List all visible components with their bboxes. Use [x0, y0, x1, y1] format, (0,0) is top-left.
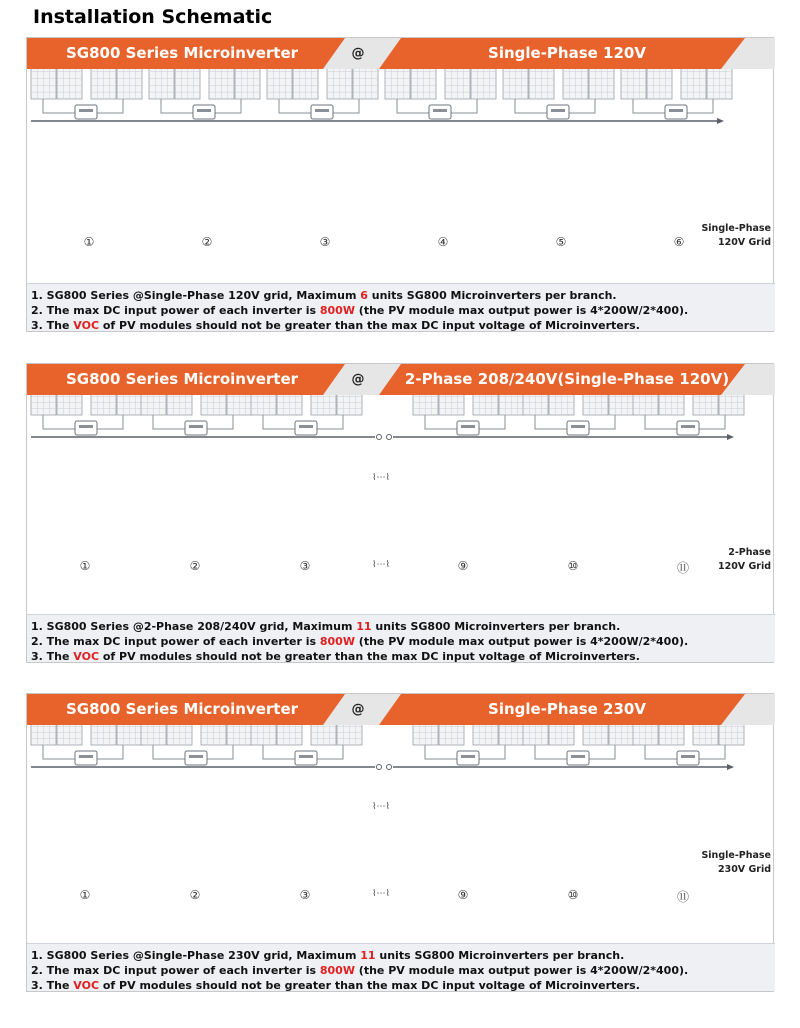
note-2: 2. The max DC input power of each inverter is 800W (the PV module max output power is 4*200W/2*400). [31, 964, 689, 977]
dc-lead [43, 415, 79, 429]
grid-label-line1: 2-Phase [728, 547, 771, 558]
solar-panel [141, 395, 166, 415]
solar-panel [693, 395, 718, 415]
solar-panel [227, 395, 252, 415]
solar-panel [167, 725, 192, 745]
unit-number-9: ⑨ [457, 888, 469, 902]
unit-number-4: ④ [437, 235, 449, 249]
note-2: 2. The max DC input power of each inverter is 800W (the PV module max output power is 4*200W/2*400). [31, 304, 689, 317]
solar-panel [529, 69, 554, 99]
unit-number-9: ⑨ [457, 559, 469, 573]
unit-number-5: ⑤ [555, 235, 567, 249]
grid-arrow [727, 764, 734, 770]
notes-box [27, 614, 775, 662]
dc-lead [43, 99, 79, 113]
microinverter-label-strip [571, 755, 585, 758]
microinverter-label-strip [681, 425, 695, 428]
solar-panel [439, 725, 464, 745]
dc-lead [153, 745, 189, 759]
microinverter-label-strip [571, 425, 585, 428]
ellipsis-top: ⌇⋯⌇ [372, 802, 390, 812]
unit-number-10: ⑩ [567, 888, 579, 902]
panel-array-drawing [27, 725, 775, 945]
header-at-symbol: @ [351, 702, 365, 717]
solar-panel [633, 725, 658, 745]
wiring-diagram [27, 69, 775, 285]
note-3: 3. The VOC of PV modules should not be greater than the max DC input voltage of Microinverters. [31, 319, 640, 332]
notes-box [27, 943, 775, 991]
note-3: 3. The VOC of PV modules should not be greater than the max DC input voltage of Microinverters. [31, 650, 640, 663]
solar-panel [267, 69, 292, 99]
header-grid-type: 2-Phase 208/240V(Single-Phase 120V) [404, 370, 730, 388]
dc-lead [535, 415, 571, 429]
solar-panel [413, 395, 438, 415]
solar-panel [445, 69, 470, 99]
solar-panel [57, 395, 82, 415]
dc-lead [425, 415, 461, 429]
header-grid-type: Single-Phase 230V [488, 700, 646, 718]
grid-label-line1: Single-Phase [701, 223, 771, 234]
solar-panel [647, 69, 672, 99]
grid-label-line2: 120V Grid [717, 237, 771, 248]
solar-panel [719, 395, 744, 415]
section-header [27, 694, 775, 725]
schematic-single-phase-120v [26, 37, 774, 332]
solar-panel [385, 69, 410, 99]
unit-number-1: ① [79, 888, 91, 902]
page-title: Installation Schematic [33, 6, 273, 28]
unit-number-11: ⑪ [676, 561, 689, 575]
solar-panel [621, 69, 646, 99]
solar-panel [31, 69, 56, 99]
dc-lead [161, 99, 197, 113]
microinverter-label-strip [461, 755, 475, 758]
microinverter-label-strip [551, 109, 565, 112]
dc-lead [279, 99, 315, 113]
dc-lead [43, 745, 79, 759]
microinverter-label-strip [197, 109, 211, 112]
solar-panel [499, 725, 524, 745]
header-grid-type: Single-Phase 120V [488, 44, 646, 62]
unit-number-3: ③ [319, 235, 331, 249]
schematic-single-phase-230v [26, 693, 774, 992]
dc-lead [263, 415, 299, 429]
solar-panel [707, 69, 732, 99]
cable-break [387, 765, 392, 770]
note-2: 2. The max DC input power of each inverter is 800W (the PV module max output power is 4*200W/2*400). [31, 635, 689, 648]
solar-panel [473, 395, 498, 415]
unit-number-10: ⑩ [567, 559, 579, 573]
solar-panel [149, 69, 174, 99]
solar-panel [549, 725, 574, 745]
dc-lead [263, 745, 299, 759]
solar-panel [337, 725, 362, 745]
cable-break [387, 435, 392, 440]
grid-label-line2: 120V Grid [717, 561, 771, 572]
solar-panel [293, 69, 318, 99]
solar-panel [659, 395, 684, 415]
solar-panel [31, 725, 56, 745]
solar-panel [311, 395, 336, 415]
microinverter-label-strip [681, 755, 695, 758]
solar-panel [141, 725, 166, 745]
note-1: 1. SG800 Series @2-Phase 208/240V grid, Maximum 11 units SG800 Microinverters per branch. [31, 620, 621, 633]
solar-panel [659, 725, 684, 745]
solar-panel [117, 725, 142, 745]
unit-number-1: ① [79, 559, 91, 573]
ellipsis-bottom: ⌇⋯⌇ [372, 560, 390, 570]
solar-panel [503, 69, 528, 99]
solar-panel [277, 395, 302, 415]
solar-panel [337, 395, 362, 415]
header-product-label: SG800 Series Microinverter [65, 370, 299, 388]
solar-panel [523, 395, 548, 415]
solar-panel [57, 725, 82, 745]
solar-panel [311, 725, 336, 745]
microinverter-label-strip [299, 425, 313, 428]
grid-arrow [717, 118, 724, 124]
solar-panel [473, 725, 498, 745]
solar-panel [411, 69, 436, 99]
solar-panel [693, 725, 718, 745]
dc-lead [397, 99, 433, 113]
solar-panel [583, 725, 608, 745]
solar-panel [523, 725, 548, 745]
dc-lead [633, 99, 669, 113]
solar-panel [57, 69, 82, 99]
header-product-label: SG800 Series Microinverter [65, 700, 299, 718]
header-at-symbol: @ [351, 372, 365, 387]
cable-break [377, 765, 382, 770]
section-header [27, 364, 775, 395]
solar-panel [201, 725, 226, 745]
schematic-2-phase-208-240v [26, 363, 774, 663]
ellipsis-top: ⌇⋯⌇ [372, 473, 390, 483]
header-product-label: SG800 Series Microinverter [65, 44, 299, 62]
dc-lead [535, 745, 571, 759]
solar-panel [563, 69, 588, 99]
solar-panel [353, 69, 378, 99]
solar-panel [277, 725, 302, 745]
microinverter-label-strip [79, 109, 93, 112]
solar-panel [439, 395, 464, 415]
panel-array-drawing [27, 69, 775, 285]
solar-panel [251, 395, 276, 415]
wiring-diagram [27, 395, 775, 616]
microinverter-label-strip [189, 425, 203, 428]
section-header [27, 38, 775, 69]
unit-number-2: ② [189, 888, 201, 902]
solar-panel [167, 395, 192, 415]
microinverter-label-strip [189, 755, 203, 758]
grid-label-line1: Single-Phase [701, 850, 771, 861]
dc-lead [645, 745, 681, 759]
dc-lead [645, 415, 681, 429]
solar-panel [117, 69, 142, 99]
note-3: 3. The VOC of PV modules should not be greater than the max DC input voltage of Microinverters. [31, 979, 640, 992]
solar-panel [583, 395, 608, 415]
dc-lead [153, 415, 189, 429]
solar-panel [327, 69, 352, 99]
microinverter-label-strip [433, 109, 447, 112]
solar-panel [609, 725, 634, 745]
solar-panel [251, 725, 276, 745]
microinverter-label-strip [315, 109, 329, 112]
unit-number-2: ② [201, 235, 213, 249]
notes-box [27, 283, 775, 331]
solar-panel [117, 395, 142, 415]
unit-number-1: ① [83, 235, 95, 249]
grid-arrow [727, 434, 734, 440]
solar-panel [609, 395, 634, 415]
cable-break [377, 435, 382, 440]
header-at-symbol: @ [351, 46, 365, 61]
grid-label [718, 546, 771, 574]
microinverter-label-strip [461, 425, 475, 428]
dc-lead [515, 99, 551, 113]
solar-panel [549, 395, 574, 415]
unit-number-3: ③ [299, 559, 311, 573]
unit-number-2: ② [189, 559, 201, 573]
solar-panel [681, 69, 706, 99]
grid-label [701, 849, 771, 877]
solar-panel [227, 725, 252, 745]
microinverter-label-strip [79, 755, 93, 758]
solar-panel [91, 69, 116, 99]
solar-panel [31, 395, 56, 415]
solar-panel [235, 69, 260, 99]
wiring-diagram [27, 725, 775, 945]
solar-panel [413, 725, 438, 745]
grid-label-line2: 230V Grid [717, 864, 771, 875]
microinverter-label-strip [79, 425, 93, 428]
microinverter-label-strip [669, 109, 683, 112]
dc-lead [425, 745, 461, 759]
note-1: 1. SG800 Series @Single-Phase 120V grid, Maximum 6 units SG800 Microinverters per branch. [31, 289, 617, 302]
solar-panel [471, 69, 496, 99]
unit-number-11: ⑪ [676, 890, 689, 904]
solar-panel [719, 725, 744, 745]
ellipsis-bottom: ⌇⋯⌇ [372, 889, 390, 899]
solar-panel [91, 395, 116, 415]
solar-panel [633, 395, 658, 415]
microinverter-label-strip [299, 755, 313, 758]
solar-panel [175, 69, 200, 99]
solar-panel [589, 69, 614, 99]
panel-array-drawing [27, 395, 775, 616]
unit-number-6: ⑥ [673, 235, 685, 249]
solar-panel [91, 725, 116, 745]
note-1: 1. SG800 Series @Single-Phase 230V grid, Maximum 11 units SG800 Microinverters per branch. [31, 949, 625, 962]
solar-panel [209, 69, 234, 99]
solar-panel [499, 395, 524, 415]
solar-panel [201, 395, 226, 415]
grid-label [701, 222, 771, 250]
unit-number-3: ③ [299, 888, 311, 902]
